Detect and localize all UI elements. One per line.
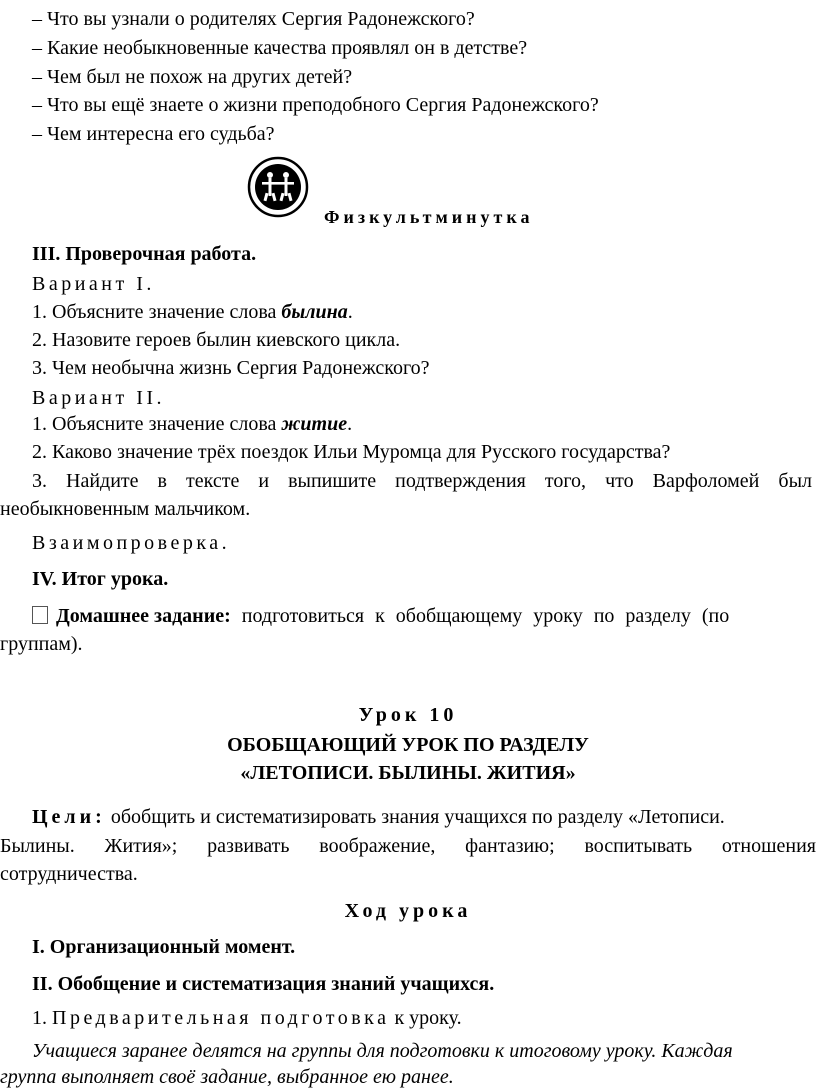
bullet-box-icon — [32, 606, 48, 624]
physical-exercise-icon — [247, 156, 309, 218]
mutual-check-label: Взаимопроверка. — [32, 532, 231, 554]
preparation-number: 1. — [32, 1007, 52, 1029]
homework-line2: группам). — [0, 633, 83, 655]
lesson-number: Урок 10 — [358, 704, 458, 726]
homework-text: подготовиться к обобщающему уроку по разделу (по — [230, 605, 730, 627]
variant2-q1-term: житие — [281, 413, 348, 435]
question-qualities: – Какие необыкновенные качества проявлял он в детстве? — [32, 37, 528, 59]
question-parents: – Что вы узнали о родителях Сергия Радонежского? — [32, 8, 475, 30]
question-life: – Что вы ещё знаете о жизни преподобного Сергия Радонежского? — [32, 94, 599, 116]
goals-label: Цели: — [32, 806, 106, 828]
variant1-q2: 2. Назовите героев былин киевского цикла. — [32, 329, 401, 351]
question-difference: – Чем был не похож на других детей? — [32, 66, 353, 88]
variant1-q1 — [32, 299, 812, 325]
step2-title: II. Обобщение и систематизация знаний учащихся. — [32, 973, 495, 995]
variant2-q2: 2. Каково значение трёх поездок Ильи Муромца для Русского государства? — [32, 441, 671, 463]
preparation-spaced: Предварительная подготовка — [52, 1007, 390, 1029]
variant2-q3-line1: 3. Найдите в тексте и выпишите подтверждения того, что Варфоломей был — [32, 470, 812, 492]
variant1-q1-prefix: 1. Объясните значение слова — [32, 301, 282, 323]
note-line1: Учащиеся заранее делятся на группы для подготовки к итоговому уроку. Каждая — [32, 1040, 733, 1062]
variant2-q1 — [32, 411, 812, 437]
variant1-q3: 3. Чем необычна жизнь Сергия Радонежского? — [32, 357, 430, 379]
question-fate: – Чем интересна его судьба? — [32, 123, 275, 145]
note-line2: группа выполняет своё задание, выбранное ею ранее. — [0, 1066, 454, 1088]
variant1-q1-term: былина — [281, 301, 348, 323]
lesson-title-line2: «ЛЕТОПИСИ. БЫЛИНЫ. ЖИТИЯ» — [240, 762, 576, 784]
preparation-rest: к уроку. — [389, 1007, 462, 1029]
lesson-course-heading: Ход урока — [344, 900, 472, 922]
goals-line2: Былины. Жития»; развивать воображение, фантазию; воспитывать отношения — [0, 835, 816, 857]
variant1-label: Вариант I. — [32, 273, 155, 295]
section3-title: III. Проверочная работа. — [32, 243, 257, 265]
lesson-title-line1: ОБОБЩАЮЩИЙ УРОК ПО РАЗДЕЛУ — [227, 734, 589, 756]
variant2-q1-prefix: 1. Объясните значение слова — [32, 413, 282, 435]
goals-text: обобщить и систематизировать знания учащихся по разделу «Летописи. — [105, 806, 725, 828]
goals-line1 — [32, 804, 816, 830]
variant2-q3-line2: необыкновенным мальчиком. — [0, 498, 251, 520]
variant2-label: Вариант II. — [32, 387, 166, 409]
homework-line1 — [32, 603, 816, 629]
variant2-q1-suffix: . — [347, 413, 353, 435]
variant1-q1-suffix: . — [347, 301, 353, 323]
homework-label: Домашнее задание: — [56, 605, 231, 627]
section4-title: IV. Итог урока. — [32, 568, 169, 590]
step1-title: I. Организационный момент. — [32, 936, 296, 958]
preparation-line — [32, 1005, 812, 1031]
goals-line3: сотрудничества. — [0, 863, 138, 885]
fizminutka-label: Физкультминутка — [324, 207, 534, 227]
